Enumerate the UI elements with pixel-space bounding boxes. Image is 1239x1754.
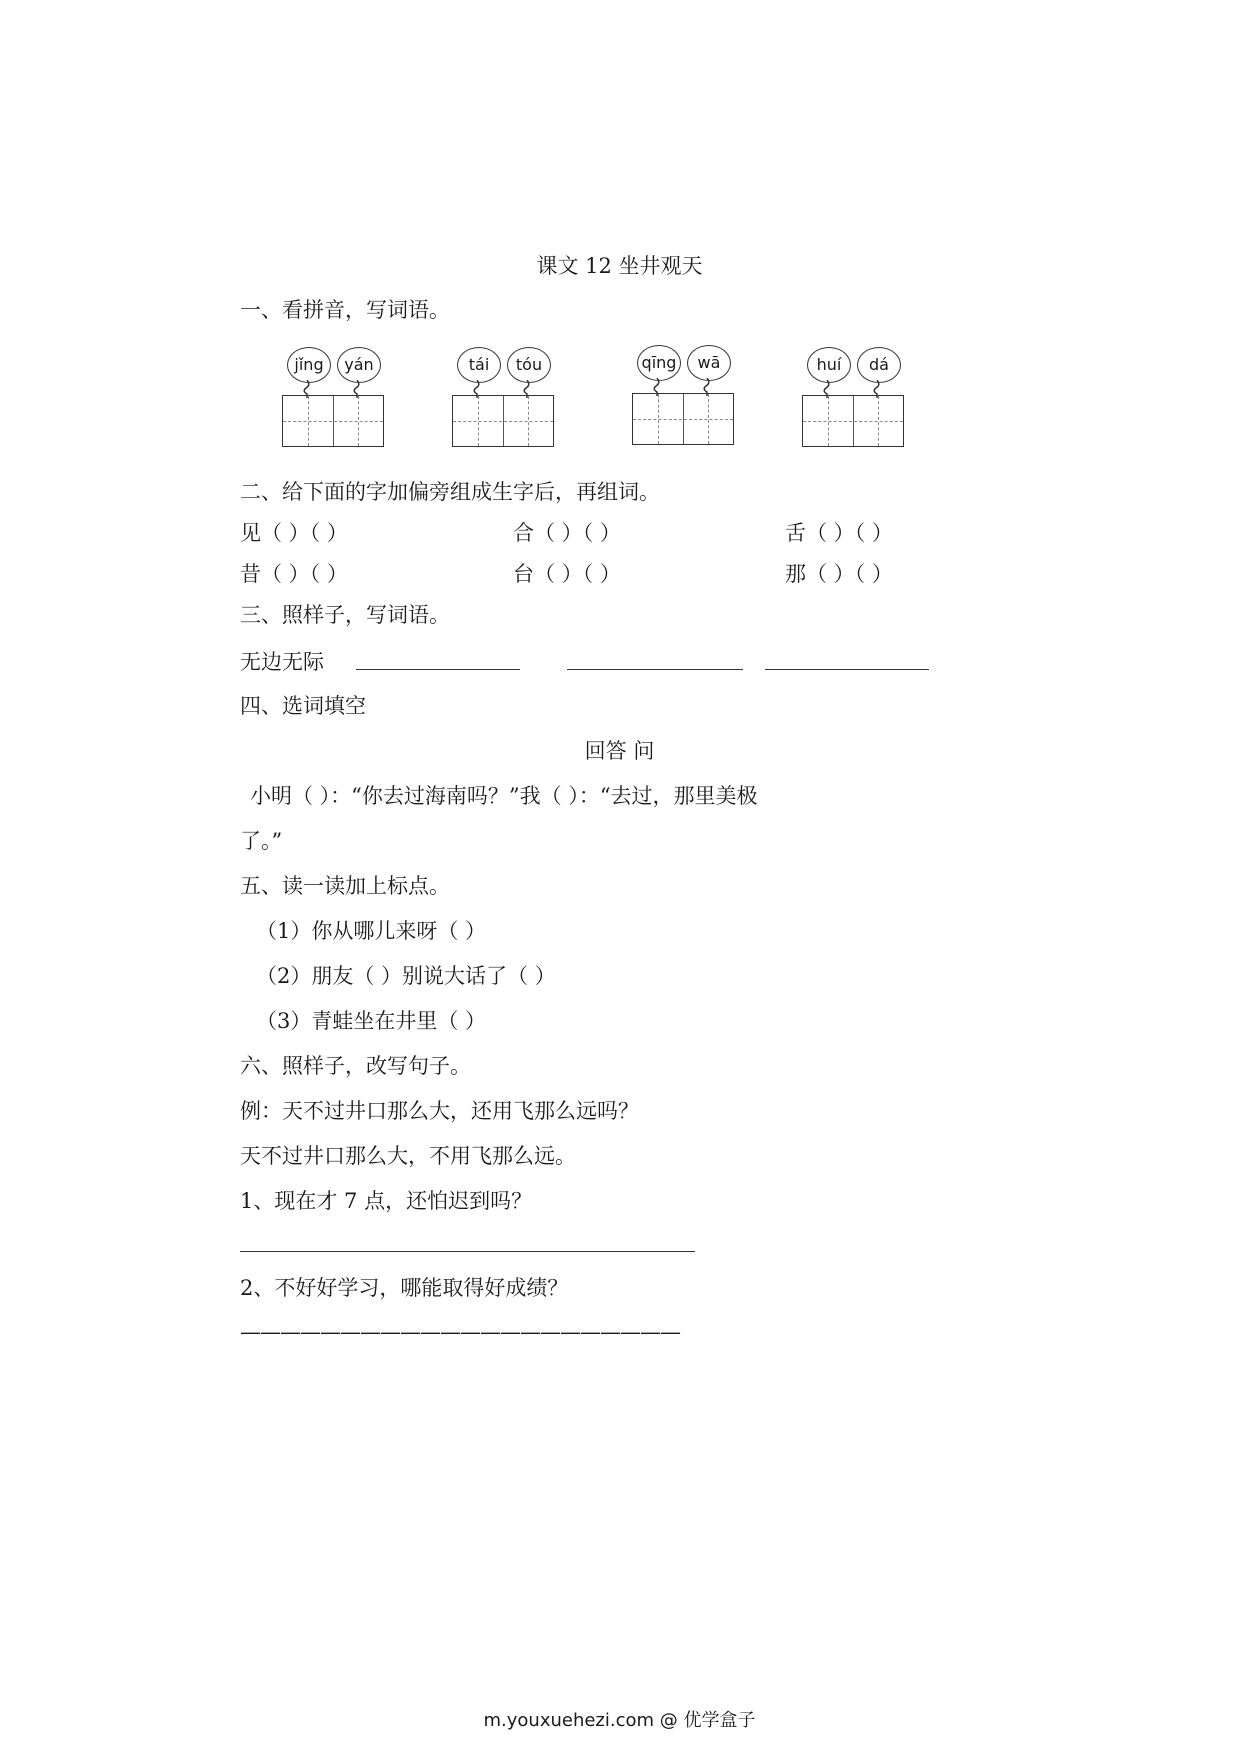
- section4-heading: 四、选词填空: [240, 694, 366, 718]
- example-word: 无边无际: [240, 650, 324, 674]
- writing-grid[interactable]: [452, 395, 554, 447]
- radical-exercise[interactable]: 舌（ ）（ ）: [785, 521, 893, 545]
- pinyin-bubble: wā: [687, 345, 731, 381]
- punctuation-item[interactable]: （2）朋友（ ）别说大话了（ ）: [256, 964, 556, 988]
- radical-exercise[interactable]: 昔（ ）（ ）: [240, 562, 348, 586]
- radical-exercise[interactable]: 台（ ）（ ）: [513, 562, 621, 586]
- punctuation-item[interactable]: （1）你从哪儿来呀（ ）: [256, 919, 487, 943]
- answer-line[interactable]: [567, 669, 743, 670]
- section2-heading: 二、给下面的字加偏旁组成生字后，再组词。: [240, 480, 660, 504]
- example-question: 例：天不过井口那么大，还用飞那么远吗？: [240, 1099, 639, 1123]
- answer-line[interactable]: [240, 1251, 695, 1252]
- pinyin-group-3: [632, 345, 736, 449]
- example-answer: 天不过井口那么大，不用飞那么远。: [240, 1144, 576, 1168]
- footer-watermark: m.youxuehezi.com @ 优学盒子: [483, 1710, 756, 1731]
- word-choices: 回答 问: [584, 739, 655, 763]
- pinyin-bubble: dá: [857, 347, 901, 383]
- pinyin-bubble: qīng: [637, 345, 681, 381]
- pinyin-bubble: tái: [457, 347, 501, 383]
- radical-exercise[interactable]: 那（ ）（ ）: [785, 562, 893, 586]
- section1-heading: 一、看拼音，写词语。: [240, 298, 450, 322]
- answer-line[interactable]: [765, 669, 929, 670]
- pinyin-bubble: jǐng: [287, 347, 331, 383]
- writing-grid[interactable]: [802, 395, 904, 447]
- punctuation-item[interactable]: （3）青蛙坐在井里（ ）: [256, 1009, 487, 1033]
- answer-dash-line[interactable]: ——————————————————————: [240, 1320, 680, 1344]
- pinyin-bubble: huí: [807, 347, 851, 383]
- writing-grid[interactable]: [632, 393, 734, 445]
- section3-heading: 三、照样子，写词语。: [240, 603, 450, 627]
- pinyin-bubble: tóu: [507, 347, 551, 383]
- writing-grid[interactable]: [282, 395, 384, 447]
- section5-heading: 五、读一读加上标点。: [240, 874, 450, 898]
- fill-in-sentence-cont: 了。”: [240, 829, 283, 853]
- question-2: 2、不好好学习，哪能取得好成绩？: [240, 1276, 569, 1300]
- fill-in-sentence[interactable]: 小明（ ）：“你去过海南吗？”我（ ）：“去过，那里美极: [250, 784, 758, 808]
- pinyin-group-4: [802, 347, 906, 451]
- radical-exercise[interactable]: 合（ ）（ ）: [513, 521, 621, 545]
- page-title: 课文 12 坐井观天: [536, 254, 703, 278]
- radical-exercise[interactable]: 见（ ）（ ）: [240, 521, 348, 545]
- pinyin-bubble: yán: [337, 347, 381, 383]
- question-1: 1、现在才 7 点，还怕迟到吗？: [240, 1189, 533, 1213]
- pinyin-group-1: [282, 347, 386, 451]
- section6-heading: 六、照样子，改写句子。: [240, 1054, 471, 1078]
- pinyin-group-2: [452, 347, 556, 451]
- answer-line[interactable]: [356, 669, 520, 670]
